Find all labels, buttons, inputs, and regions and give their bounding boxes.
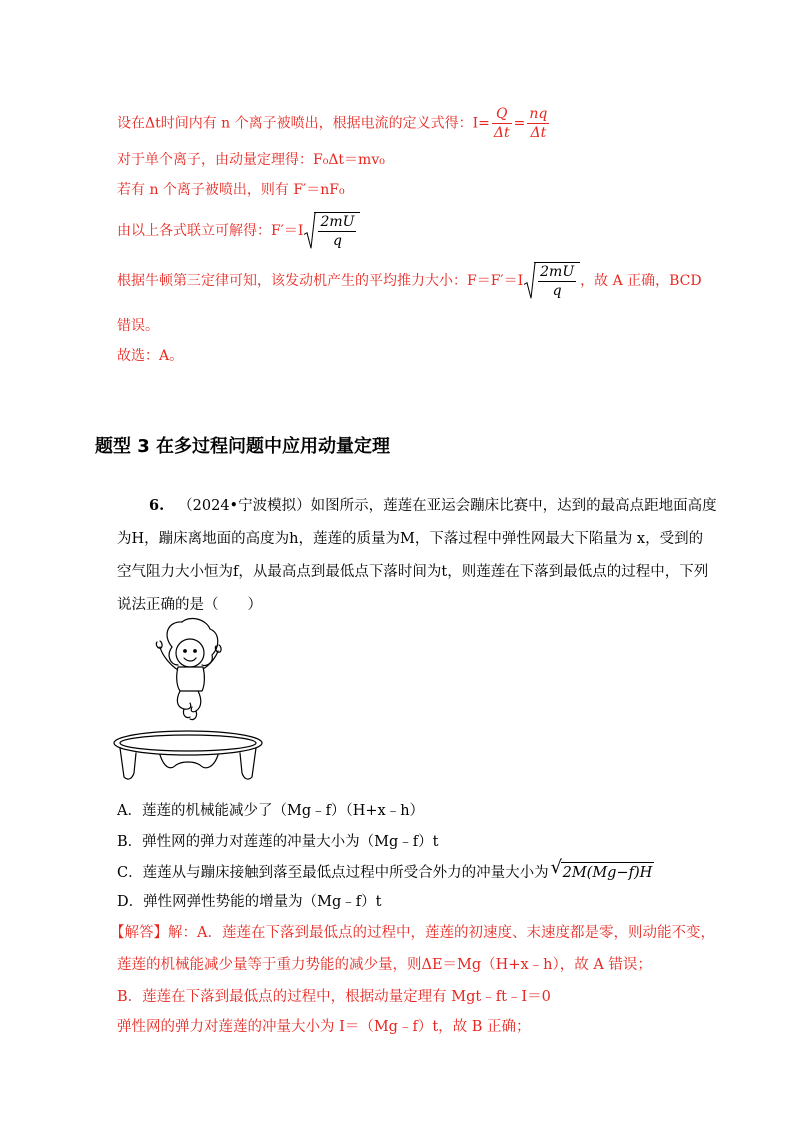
solution-line-1-text: 设在Δt时间内有 n 个离子被喷出，根据电流的定义式得：I= xyxy=(117,115,490,132)
option-d[interactable]: D．弹性网弹性势能的增量为（Mg﹣f）t xyxy=(117,894,382,910)
option-a[interactable]: A．莲莲的机械能减少了（Mg﹣f）（H+x﹣h） xyxy=(117,803,425,819)
equals-sign: = xyxy=(513,115,526,132)
solution-line-5 xyxy=(117,262,702,300)
trampoline-girl-illustration xyxy=(110,615,270,785)
answer-tag: 【解答】 xyxy=(110,925,168,941)
answer-line-4: 弹性网的弹力对莲莲的冲量大小为 I＝（Mg﹣f）t，故 B 正确； xyxy=(117,1019,531,1035)
question-number: 6. xyxy=(149,497,165,514)
fraction-nq-over-dt: $\frac{nq}{\Delta t}$ xyxy=(529,106,548,141)
radical-icon xyxy=(524,262,536,300)
option-c-sqrt: √ 2M(Mg−f)H xyxy=(561,862,655,883)
solution-line-5-text: 根据牛顿第三定律可知，该发动机产生的平均推力大小：F＝F′＝I xyxy=(117,273,524,289)
fraction-q-over-dt: $\frac{Q}{\Delta t}$ xyxy=(493,106,510,141)
solution-line-4-text: 由以上各式联立可解得：F′＝I xyxy=(117,223,304,239)
solution-line-5-tail: ，故 A 正确，BCD xyxy=(580,273,702,289)
option-b[interactable]: B．弹性网的弹力对莲莲的冲量大小为（Mg﹣f）t xyxy=(117,834,439,850)
solution-line-3: 若有 n 个离子被喷出，则有 F′＝nF₀ xyxy=(117,182,345,198)
option-c[interactable] xyxy=(117,862,654,883)
sqrt-2mu-over-q: $\frac{2mU}{q}$ xyxy=(304,212,360,250)
answer-line-1: 【解答】解：A．莲莲在下落到最低点的过程中，莲莲的初速度、末速度都是零，则动能不变， xyxy=(110,925,715,941)
solution-line-7: 故选：A。 xyxy=(117,348,184,364)
question-line-1: 6. （2024•宁波模拟）如图所示，莲莲在亚运会蹦床比赛中，达到的最高点距地面高度 xyxy=(149,497,717,514)
question-line-3: 空气阻力大小恒为f，从最高点到最低点下落时间为t，则莲莲在下落到最低点的过程中，下列 xyxy=(117,564,709,580)
question-line-2: 为H，蹦床离地面的高度为h，莲莲的质量为M，下落过程中弹性网最大下陷量为 x，受到的 xyxy=(117,531,704,547)
question-line-4: 说法正确的是（ ） xyxy=(117,597,262,613)
radical-icon xyxy=(304,212,316,250)
solution-line-4 xyxy=(117,212,360,250)
answer-line-3: B．莲莲在下落到最低点的过程中，根据动量定理有 Mgt﹣ft﹣I＝0 xyxy=(117,989,551,1005)
option-c-text: C．莲莲从与蹦床接触到落至最低点过程中所受合外力的冲量大小为 xyxy=(117,865,549,881)
section-heading: 题型 3 在多过程问题中应用动量定理 xyxy=(95,436,391,457)
solution-line-1 xyxy=(117,105,551,142)
solution-line-2: 对于单个离子，由动量定理得：F₀Δt＝mv₀ xyxy=(117,152,385,168)
answer-line-2: 莲莲的机械能减少量等于重力势能的减少量，则ΔE＝Mg（H+x﹣h），故 A 错误； xyxy=(117,957,652,973)
solution-line-6: 错误。 xyxy=(117,318,159,334)
sqrt-2mu-over-q-2: $\frac{2mU}{q}$ xyxy=(524,262,580,300)
